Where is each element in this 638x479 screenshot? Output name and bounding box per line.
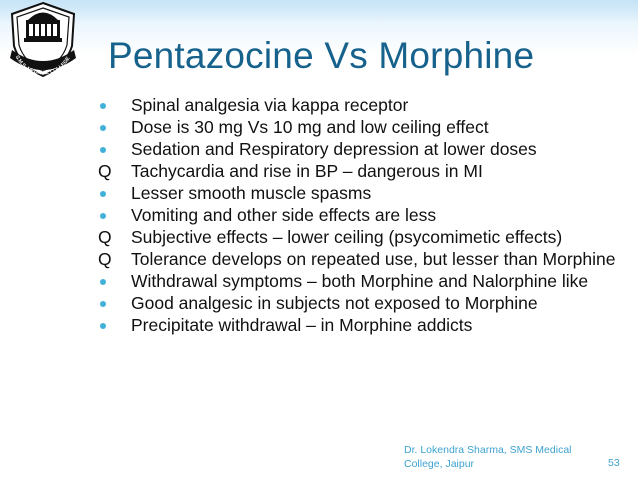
- list-item: [96, 97, 616, 114]
- bullet-icon: [100, 103, 106, 109]
- page-number: 53: [608, 457, 620, 469]
- svg-text:S.M.S. MEDICAL COLLEGE: S.M.S. MEDICAL COLLEGE: [13, 54, 72, 77]
- list-item: [96, 317, 616, 334]
- list-item-text: Sedation and Respiratory depression at lower doses: [131, 139, 537, 159]
- top-band: [0, 0, 638, 22]
- list-item: [96, 295, 616, 312]
- list-item: [96, 207, 616, 224]
- list-item-text: Tolerance develops on repeated use, but lesser than Morphine: [131, 249, 616, 269]
- bullet-icon: [100, 301, 106, 307]
- list-item-text: Precipitate withdrawal – in Morphine addicts: [131, 315, 473, 335]
- bullet-icon: [100, 323, 106, 329]
- bullet-icon: [100, 125, 106, 131]
- list-item-text: Subjective effects – lower ceiling (psycomimetic effects): [131, 227, 563, 247]
- list-item-text: Lesser smooth muscle spasms: [131, 183, 372, 203]
- bullet-icon: [100, 213, 106, 219]
- list-item: [96, 163, 616, 180]
- bullet-icon: [100, 191, 106, 197]
- list-item: [96, 185, 616, 202]
- bullet-icon: [100, 147, 106, 153]
- college-seal-logo: [4, 0, 82, 80]
- q-marker: Q: [98, 249, 112, 269]
- list-item-text: Vomiting and other side effects are less: [131, 205, 437, 225]
- q-marker: Q: [98, 161, 112, 181]
- list-item: [96, 229, 616, 246]
- list-item-text: Good analgesic in subjects not exposed to Morphine: [131, 293, 538, 313]
- bullet-icon: [100, 279, 106, 285]
- list-item-text: Tachycardia and rise in BP – dangerous in MI: [131, 161, 483, 181]
- list-item: [96, 141, 616, 158]
- list-item-text: Spinal analgesia via kappa receptor: [131, 95, 409, 115]
- list-item: [96, 273, 616, 290]
- list-item: [96, 251, 616, 268]
- list-item-text: Dose is 30 mg Vs 10 mg and low ceiling effect: [131, 117, 489, 137]
- footer-author: Dr. Lokendra Sharma, SMS Medical College, Jaipur: [404, 444, 572, 470]
- bullet-list: [96, 97, 616, 334]
- list-item-text: Withdrawal symptoms – both Morphine and Nalorphine like: [131, 271, 589, 291]
- list-item: [96, 119, 616, 136]
- q-marker: Q: [98, 227, 112, 247]
- slide-title: Pentazocine Vs Morphine: [108, 35, 535, 76]
